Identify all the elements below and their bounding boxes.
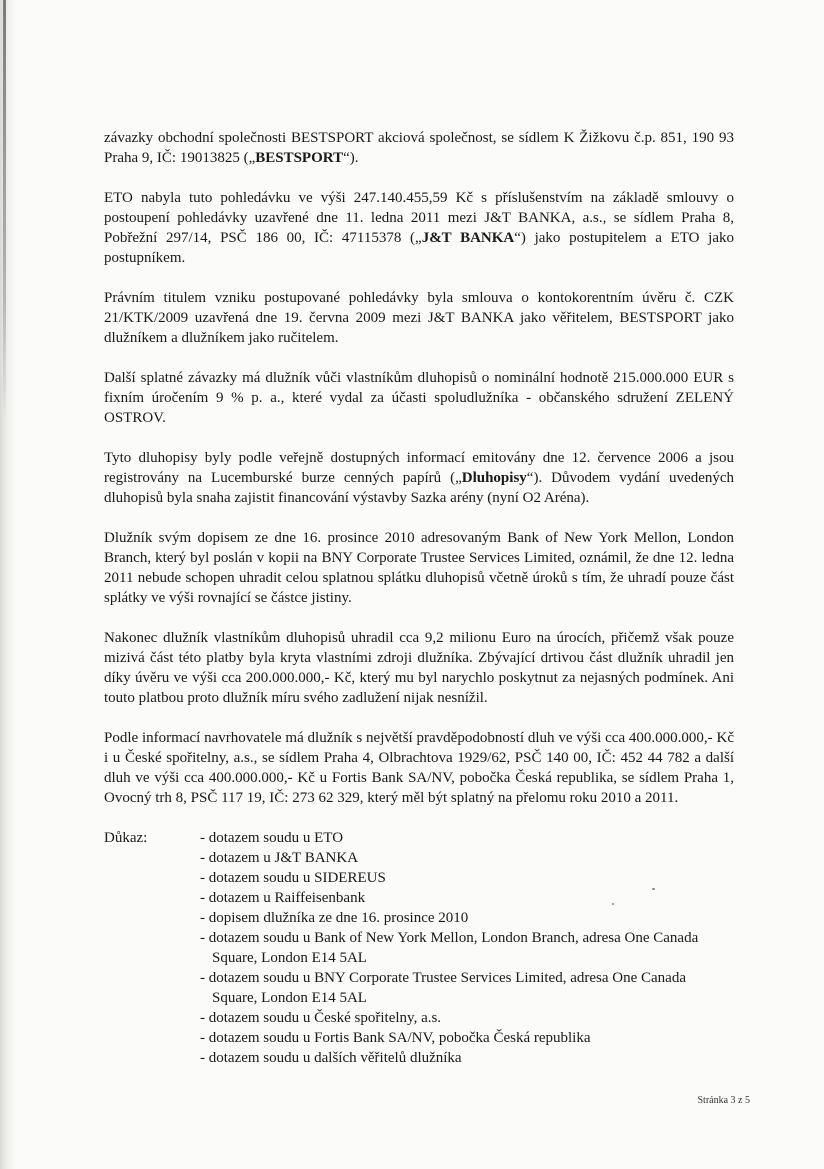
paragraph	[104, 528, 734, 608]
paragraph-text: Dlužník svým dopisem ze dne 16. prosince 2010 adresovaným Bank of New York Mellon, London Branch, který byl poslán v kopii na BNY Corporate Trustee Services Limited, oznámil, že dne 12. ledna 2011 nebude schopen uhradit celou splatnou splátku dluhopisů včetně úroků s tím, že uhradí pouze část splátky ve výši rovnající se částce jistiny.	[104, 530, 734, 606]
evidence-item: - dopisem dlužníka ze dne 16. prosince 2010	[200, 910, 469, 926]
paragraph-text: závazky obchodní společnosti BESTSPORT akciová společnost, se sídlem K Žižkovu č.p. 851, 190 93 Praha 9, IČ: 19013825 („	[104, 130, 734, 166]
paragraph	[104, 628, 734, 708]
evidence-item: - dotazem u J&T BANKA	[200, 850, 359, 866]
document-body	[104, 128, 734, 808]
paragraph-text: “).	[343, 150, 359, 166]
paragraph	[104, 728, 734, 808]
paragraph-text: Právním titulem vzniku postupované pohledávky byla smlouva o kontokorentním úvěru č. CZK 21/KTK/2009 uzavřená dne 19. června 2009 mezi J&T BANKA jako věřitelem, BESTSPORT jako dlužníkem a dlužníkem jako ručitelem.	[104, 290, 734, 346]
paragraph-text: “). Důvodem vydání uvedených dluhopisů byla snaha zajistit financování výstavby Sazka arény (nyní O2 Aréna).	[104, 470, 735, 506]
paragraph	[104, 188, 734, 268]
scan-line-artifact	[3, 0, 6, 420]
evidence-label: Důkaz:	[104, 830, 148, 846]
paragraph	[104, 288, 734, 348]
paragraph	[104, 128, 734, 168]
defined-term: BESTSPORT	[255, 150, 344, 166]
paragraph-text: “) jako postupitelem a ETO jako postupníkem.	[104, 230, 734, 266]
paragraph-text: ETO nabyla tuto pohledávku ve výši 247.140.455,59 Kč s příslušenstvím na základě smlouvy o postoupení pohledávky uzavřené dne 11. ledna 2011 mezi J&T BANKA, a.s., se sídlem Praha 8, Pobřežní 297/14, PSČ 186 00, IČ: 47115378 („	[104, 190, 734, 246]
evidence-item: - dotazem soudu u BNY Corporate Trustee Services Limited, adresa One Canada Square, London E14 5AL	[200, 970, 686, 1006]
paragraph	[104, 448, 734, 508]
evidence-item: - dotazem soudu u SIDEREUS	[200, 870, 386, 886]
paragraph-text: Nakonec dlužník vlastníkům dluhopisů uhradil cca 9,2 milionu Euro na úrocích, přičemž však pouze mizivá část této platby byla kryta vlastními zdroji dlužníka. Zbývající drtivou část dlužník uhradil jen díky úvěru ve výši cca 200.000.000,- Kč, který mu byl narychlo poskytnut za nejasných podmínek. Ani touto platbou proto dlužník míru svého zadlužení nijak nesnížil.	[104, 630, 734, 706]
paragraph-text: Podle informací navrhovatele má dlužník s největší pravděpodobností dluh ve výši cca 400.000.000,- Kč i u České spořitelny, a.s., se sídlem Praha 4, Olbrachtova 1929/62, PSČ 140 00, IČ: 452 44 782 a další dluh ve výši cca 400.000.000,- Kč u Fortis Bank SA/NV, pobočka Česká republika, se sídlem Praha 1, Ovocný trh 8, PSČ 117 19, IČ: 273 62 329, který měl být splatný na přelomu roku 2010 a 2011.	[104, 730, 734, 806]
paragraph	[104, 368, 734, 428]
defined-term: Dluhopisy	[461, 470, 527, 486]
evidence-item: - dotazem soudu u Bank of New York Mellon, London Branch, adresa One Canada Square, London E14 5AL	[200, 930, 699, 966]
page-number: Stránka 3 z 5	[697, 1095, 750, 1106]
defined-term: J&T BANKA	[421, 230, 515, 246]
paragraph-text: Další splatné závazky má dlužník vůči vlastníkům dluhopisů o nominální hodnotě 215.000.000 EUR s fixním úročením 9 % p. a., které vydal za účasti spoludlužníka - občanského sdružení ZELENÝ OSTROV.	[104, 370, 734, 426]
evidence-item: - dotazem soudu u Fortis Bank SA/NV, pobočka Česká republika	[200, 1030, 591, 1046]
evidence-item: - dotazem soudu u České spořitelny, a.s.	[200, 1010, 442, 1026]
evidence-item: - dotazem u Raiffeisenbank	[200, 890, 366, 906]
document-page	[104, 128, 734, 1068]
evidence-item: - dotazem soudu u dalších věřitelů dlužníka	[200, 1050, 462, 1066]
evidence-item: - dotazem soudu u ETO	[200, 830, 344, 846]
evidence-list	[200, 828, 734, 1068]
evidence-section	[104, 828, 734, 1068]
paragraph-text: Tyto dluhopisy byly podle veřejně dostupných informací emitovány dne 12. července 2006 a jsou registrovány na Lucemburské burze cenných papírů („	[104, 450, 734, 486]
